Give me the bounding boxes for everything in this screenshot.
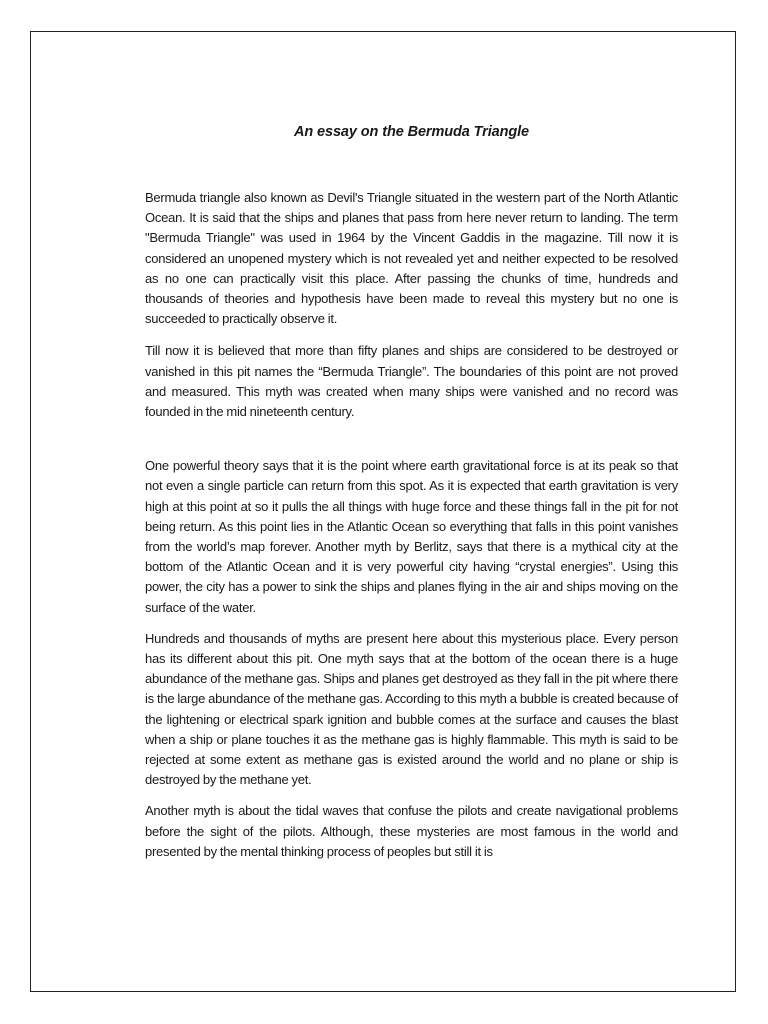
paragraph-vanished: Till now it is believed that more than fifty planes and ships are considered to be destroyed or vanished in this pit names the “Bermuda Triangle”. The boundaries of this point are not proved and measured. This myth was created when many ships were vanished and no record was founded in the mid nineteenth century. (145, 343, 678, 420)
paragraph-gravitation-theory: One powerful theory says that it is the point where earth gravitational force is at its peak so that not even a single particle can return from this spot. As it is expected that earth gravitation is very high at this point at so it pulls the all things with huge force and these things fall in the pit for not being return. As this point lies in the Atlantic Ocean so everything that falls in this point vanishes from the world’s map forever. Another myth by Berlitz, says that there is a mythical city at the bottom of the Atlantic Ocean and it is very powerful city having “crystal energies”. Using this power, the city has a power to sink the ships and planes flying in the air and ships moving on the surface of the water. (145, 458, 678, 615)
paragraph-intro: Bermuda triangle also known as Devil's Triangle situated in the western part of the North Atlantic Ocean. It is said that the ships and planes that pass from here never return to landing. The term "Bermuda Triangle" was used in 1964 by the Vincent Gaddis in the magazine. Till now it is considered an unopened mystery which is not revealed yet and neither expected to be resolved as no one can practically visit this place. After passing the chunks of time, hundreds and thousands of theories and hypothesis have been made to reveal this mystery but no one is succeeded to practically observe it. (145, 190, 678, 327)
paragraph-methane-myth: Hundreds and thousands of myths are present here about this mysterious place. Every person has its different about this pit. One myth says that at the bottom of the ocean there is a huge abundance of the methane gas. Ships and planes get destroyed as they fall in the pit where there is the large abundance of the methane gas. According to this myth a bubble is created because of the lightening or electrical spark ignition and bubble comes at the surface and causes the blast when a ship or plane touches it as the methane gas is highly flammable. This myth is said to be rejected at some extent as methane gas is existed around the world and no plane or ship is destroyed by the methane yet. (145, 630, 678, 788)
document-body (145, 122, 678, 862)
document-title: An essay on the Bermuda Triangle (293, 124, 530, 140)
paragraph-tidal-waves: Another myth is about the tidal waves that confuse the pilots and create navigational problems before the sight of the pilots. Although, these mysteries are most famous in the world and presented by the mental thinking process of peoples but still it is (145, 803, 678, 859)
